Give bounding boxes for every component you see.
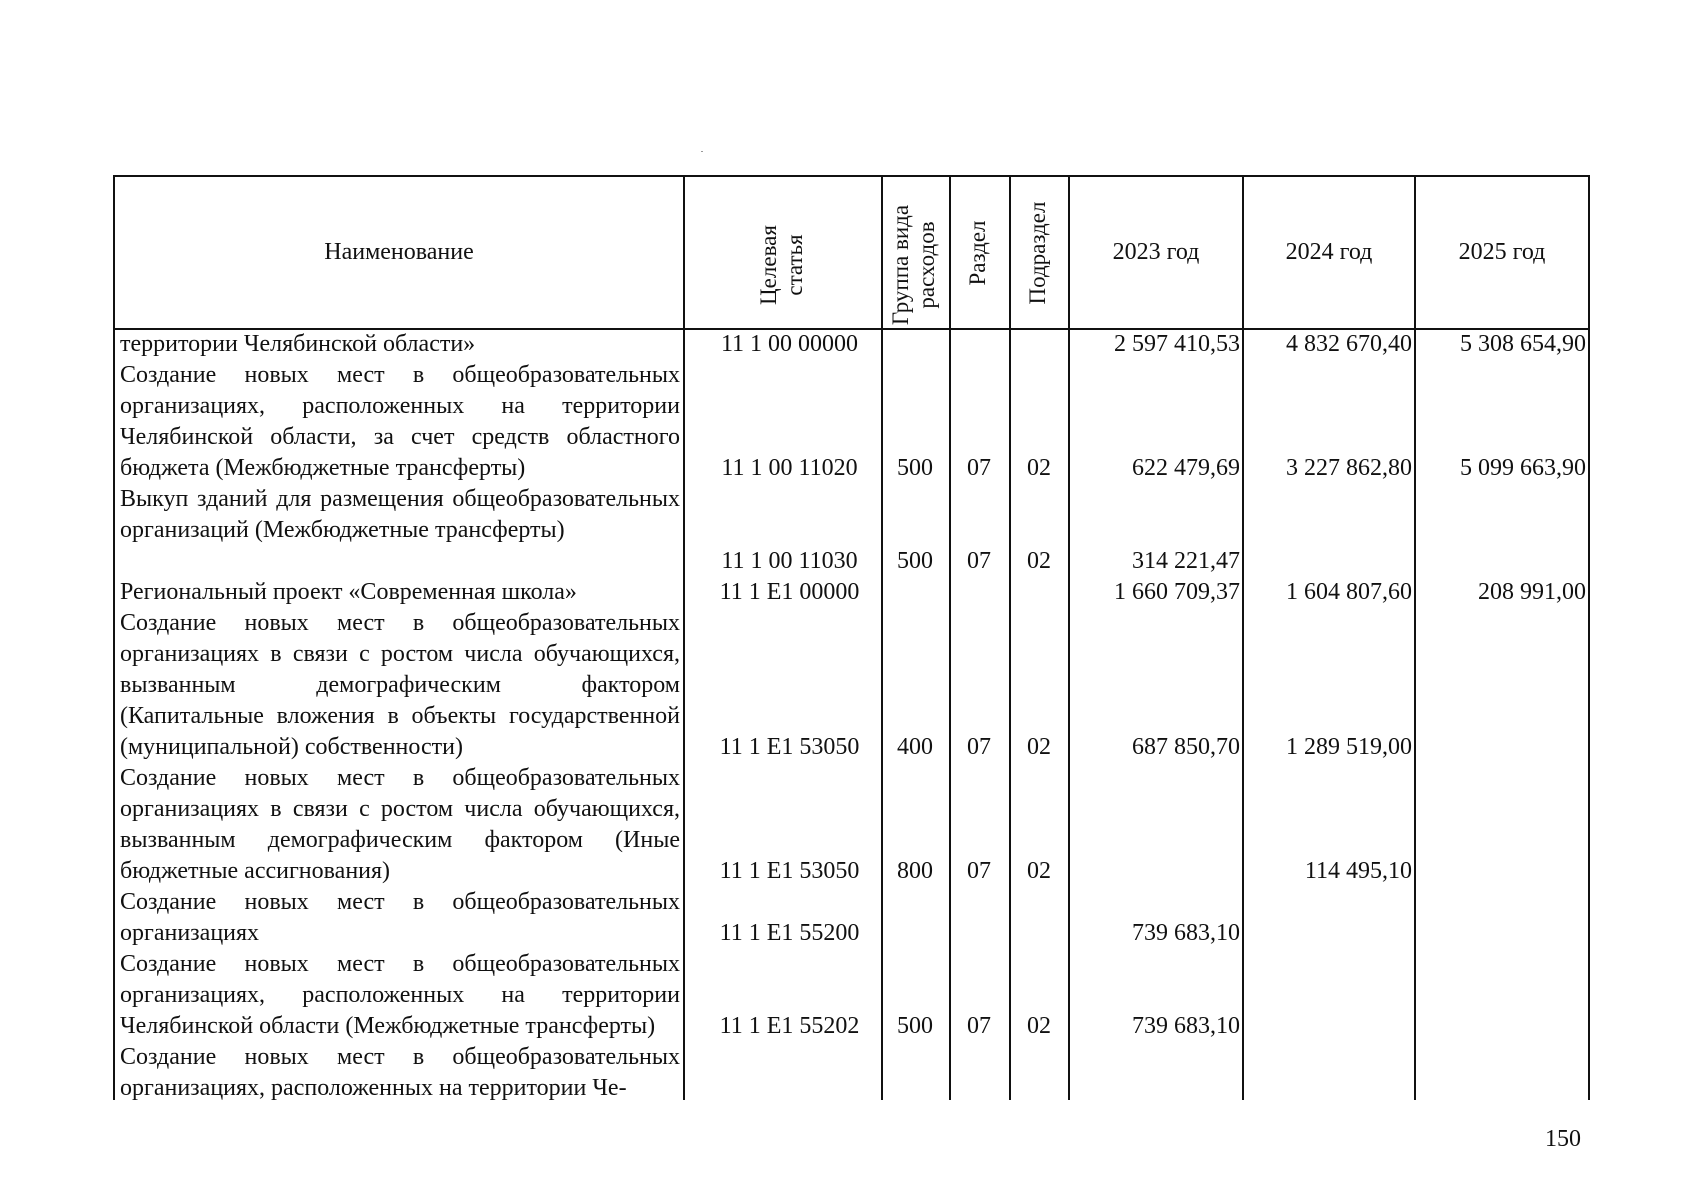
row-2025: 5 308 654,90 — [1460, 331, 1586, 357]
row-section: 07 — [967, 858, 991, 884]
row-group: 500 — [897, 455, 933, 481]
col-divider — [949, 175, 951, 1100]
row-section: 07 — [967, 1013, 991, 1039]
row-2025: 208 991,00 — [1478, 579, 1586, 605]
row-subsection: 02 — [1027, 455, 1051, 481]
row-2023: 739 683,10 — [1132, 1013, 1240, 1039]
col-divider — [1009, 175, 1011, 1100]
col-divider — [881, 175, 883, 1100]
row-name: Создание новых мест в общеобразовательных организациях в связи с ростом числа обучающихся, вызванным демографическим фактором (Капитальные вложения в объекты государственной (муниципальной) собственности) — [120, 610, 680, 760]
header-code: Целевая статья — [756, 225, 807, 305]
row-2024: 1 604 807,60 — [1286, 579, 1412, 605]
budget-table — [113, 175, 1590, 1100]
row-2023: 739 683,10 — [1132, 920, 1240, 946]
row-section: 07 — [967, 455, 991, 481]
row-subsection: 02 — [1027, 548, 1051, 574]
row-group: 400 — [897, 734, 933, 760]
row-2024: 1 289 519,00 — [1286, 734, 1412, 760]
row-2024: 3 227 862,80 — [1286, 455, 1412, 481]
scan-speck — [701, 151, 703, 152]
row-section: 07 — [967, 734, 991, 760]
row-group: 500 — [897, 1013, 933, 1039]
row-2024: 4 832 670,40 — [1286, 331, 1412, 357]
header-2025: 2025 год — [1458, 239, 1546, 265]
row-2023: 622 479,69 — [1132, 455, 1240, 481]
row-subsection: 02 — [1027, 734, 1051, 760]
row-code: 11 1 00 11030 — [721, 548, 858, 574]
row-group: 500 — [897, 548, 933, 574]
page-number: 150 — [1545, 1126, 1581, 1152]
row-2025: 5 099 663,90 — [1460, 455, 1586, 481]
row-subsection: 02 — [1027, 1013, 1051, 1039]
col-divider — [683, 175, 685, 1100]
header-2024: 2024 год — [1285, 239, 1373, 265]
row-2024: 114 495,10 — [1304, 858, 1412, 884]
col-divider — [1588, 175, 1590, 1100]
row-name: Региональный проект «Современная школа» — [120, 579, 577, 605]
row-name: Создание новых мест в общеобразовательных организациях, расположенных на территории Челябинской области, за счет средств областного бюджета (Межбюджетные трансферты) — [120, 362, 680, 481]
row-name: Создание новых мест в общеобразовательных организациях в связи с ростом числа обучающихся, вызванным демографическим фактором (Иные бюджетные ассигнования) — [120, 765, 680, 884]
row-section: 07 — [967, 548, 991, 574]
row-group: 800 — [897, 858, 933, 884]
header-section: Раздел — [965, 220, 990, 286]
header-group: Группа вида расходов — [888, 204, 939, 326]
row-2023: 2 597 410,53 — [1114, 331, 1240, 357]
row-name: Выкуп зданий для размещения общеобразовательных организаций (Межбюджетные трансферты) — [120, 486, 680, 543]
header-subsection: Подраздел — [1025, 201, 1050, 305]
header-name: Наименование — [324, 239, 474, 265]
row-name: Создание новых мест в общеобразовательных организациях, расположенных на территории Челябинской области (Межбюджетные трансферты) — [120, 951, 680, 1039]
row-code: 11 1 00 00000 — [720, 331, 859, 357]
header-2023: 2023 год — [1112, 239, 1200, 265]
row-2023: 1 660 709,37 — [1114, 579, 1240, 605]
row-name: Создание новых мест в общеобразовательных организациях — [120, 889, 680, 946]
row-code: 11 1 E1 00000 — [719, 579, 860, 605]
row-name: территории Челябинской области» — [120, 331, 476, 357]
row-code: 11 1 00 11020 — [721, 455, 858, 481]
row-code: 11 1 E1 55200 — [719, 920, 860, 946]
row-code: 11 1 E1 53050 — [719, 858, 860, 884]
row-code: 11 1 E1 55202 — [719, 1013, 860, 1039]
row-code: 11 1 E1 53050 — [719, 734, 860, 760]
row-2023: 314 221,47 — [1132, 548, 1240, 574]
row-subsection: 02 — [1027, 858, 1051, 884]
row-name: Создание новых мест в общеобразовательных организациях, расположенных на территории Че- — [120, 1044, 680, 1101]
row-2023: 687 850,70 — [1132, 734, 1240, 760]
